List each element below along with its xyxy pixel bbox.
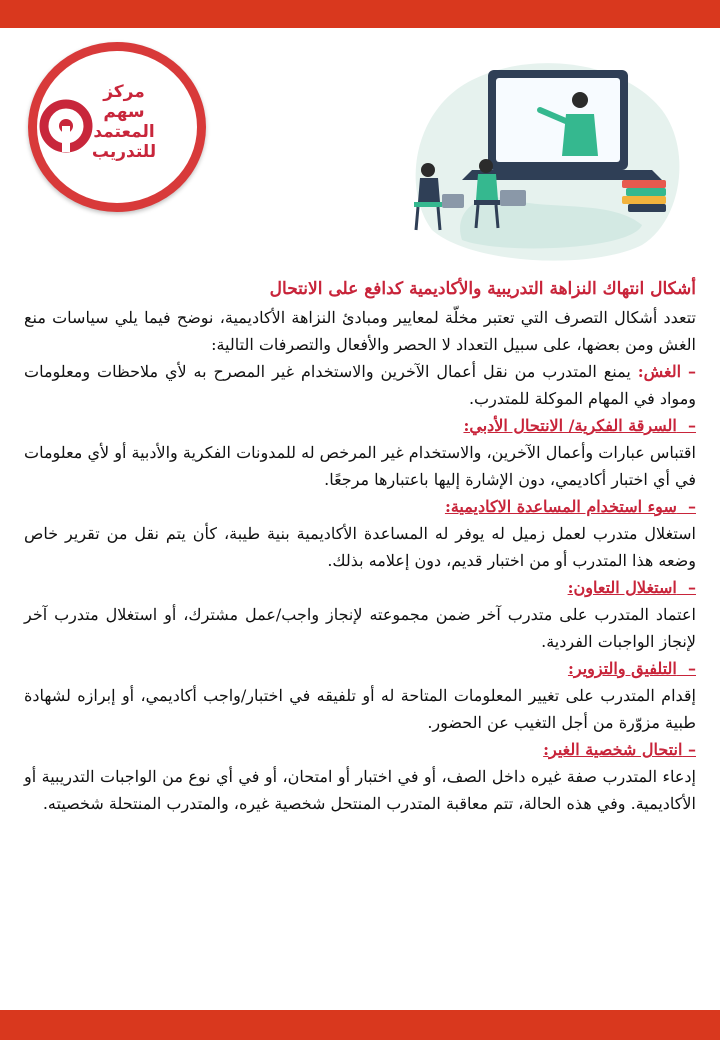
- bullet-dash: –: [688, 362, 696, 381]
- impersonation-text: إدعاء المتدرب صفة غيره داخل الصف، أو في اختبار أو امتحان، أو في أي نوع من الواجبات التدريبية أو الأكاديمية. وفي هذه الحالة، تتم معاقبة المتدرب المنتحل شخصية غيره، والمتدرب المنتحلة شخصيته.: [24, 767, 696, 813]
- section-plagiarism-heading: [24, 412, 696, 439]
- top-accent-bar: [0, 0, 720, 28]
- logo-text: [74, 82, 174, 162]
- bullet-dash: –: [688, 740, 696, 759]
- bottom-accent-bar: [0, 1010, 720, 1040]
- logo-line-3: المعتمد: [93, 122, 155, 142]
- logo-line-1: مركز: [103, 82, 145, 102]
- fabrication-text: إقدام المتدرب على تغيير المعلومات المتاحة له أو تلفيقه في اختبار/واجب أكاديمي، أو إبرازه لشهادة طبية مزوّرة من أجل التغيب عن الحضور.: [24, 686, 697, 732]
- cheating-label: الغش:: [637, 362, 682, 381]
- section-collaboration-heading: [24, 574, 696, 601]
- online-training-illustration: [392, 40, 692, 264]
- section-impersonation-heading: [24, 736, 696, 763]
- article-title: أشكال انتهاك النزاهة التدريبية والأكاديمية كدافع على الانتحال: [269, 279, 696, 299]
- section-cheating: [24, 358, 696, 412]
- logo-line-2: سهم: [103, 102, 145, 122]
- collaboration-heading-text: استغلال التعاون:: [567, 578, 677, 597]
- bullet-dash: –: [688, 659, 696, 678]
- assistance-text: استغلال متدرب لعمل زميل له يوفر له المساعدة الأكاديمية بنية طيبة، كأن يتم نقل من تقرير خاص وضعه هذا المتدرب أو من اختبار قديم، دون إعلامه بذلك.: [24, 524, 696, 570]
- plagiarism-heading-text: السرقة الفكرية/ الانتحال الأدبي:: [463, 416, 677, 435]
- bullet-dash: –: [688, 416, 696, 435]
- article: [24, 276, 696, 817]
- training-center-logo: [28, 42, 218, 220]
- plagiarism-text: اقتباس عبارات وأعمال الآخرين، والاستخدام غير المرخص له للمدونات الفكرية والأدبية أو لأي معلومات في أي اختبار أكاديمي، دون الإشارة إليها باعتبارها مرجعًا.: [24, 443, 696, 489]
- logo-line-4: للتدريب: [91, 142, 157, 162]
- intro-paragraph: تتعدد أشكال التصرف التي تعتبر مخلّة لمعايير ومبادئ النزاهة الأكاديمية، نوضح فيما يلي سياسات منع الغش ومن بعضها، على سبيل التعداد لا الحصر والأفعال والتصرفات التالية:: [24, 308, 696, 354]
- assistance-heading-text: سوء استخدام المساعدة الاكاديمية:: [444, 497, 677, 516]
- collaboration-text: اعتماد المتدرب على متدرب آخر ضمن مجموعته لإنجاز واجب/عمل مشترك، أو استغلال متدرب آخر لإنجاز الواجبات الفردية.: [24, 605, 696, 651]
- fabrication-heading-text: التلفيق والتزوير:: [567, 659, 677, 678]
- bullet-dash: –: [688, 497, 696, 516]
- cheating-text: يمنع المتدرب من نقل أعمال الآخرين والاستخدام غير المصرح به لأي ملاحظات ومعلومات ومواد في المهام الموكلة للمتدرب.: [24, 362, 696, 408]
- section-fabrication-heading: [24, 655, 696, 682]
- bullet-dash: –: [688, 578, 696, 597]
- impersonation-heading-text: انتحال شخصية الغير:: [543, 740, 683, 759]
- section-assistance-heading: [24, 493, 696, 520]
